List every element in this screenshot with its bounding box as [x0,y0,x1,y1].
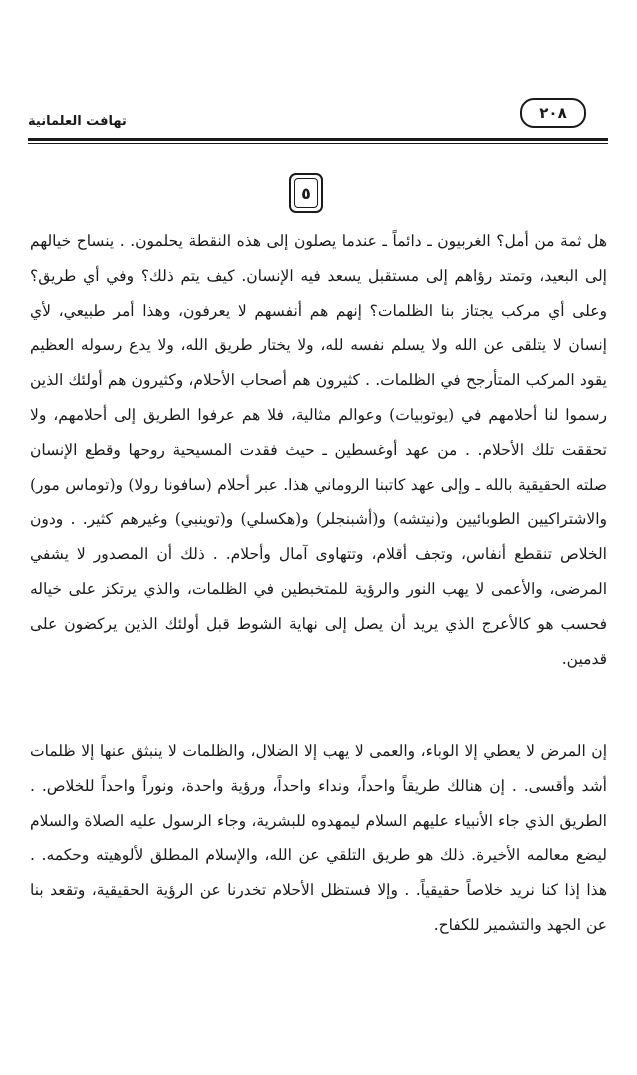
body-paragraph-1: هل ثمة من أمل؟ الغربيون ـ دائماً ـ عندما يصلون إلى هذه النقطة يحلمون. . ينساح خيالهم إلى البعيد، وتمتد رؤاهم إلى مستقبل يسعد فيه الإنسان. كيف يتم ذلك؟ وفي أي طريق؟ وعلى أي مركب يجتاز بنا الظلمات؟ إنهم هم أنفسهم لا يعرفون، وهذا أمر طبيعي، لأي إنسان لا يتلقى عن الله ولا يسلم نفسه لله، ولا يختار طريق الله، ولا يدع رسوله العظيم يقود المركب المتأرجح في الظلمات. . كثيرون هم أصحاب الأحلام، وكثيرون هم أولئك الذين رسموا لنا أحلامهم في (يوتوبيات) وعوالم مثالية، فلا هم عرفوا الطريق إلى أحلامهم، ولا تحققت تلك الأحلام. . من عهد أوغسطين ـ حيث فقدت المسيحية روحها وقطع الإنسان صلته الحقيقية بالله ـ وإلى عهد كاتبنا الروماني هذا. عبر أحلام (سافونا رولا) و(توماس مور) والاشتراكيين الطوبائيين و(نيتشه) و(أشبنجلر) و(هكسلي) و(توينبي) وغيرهم كثير. . ودون الخلاص تنقطع أنفاس، وتجف أقلام، وتتهاوى آمال وأحلام. . ذلك أن المصدور لا يشفي المرضى، والأعمى لا يهب النور والرؤية للمتخبطين في الظلمات، والذي يرتكز على خياله فحسب هو كالأعرج الذي يريد أن يصل إلى نهاية الشوط قبل أولئك الذين يركضون على قدمين. [30,232,607,668]
running-header-title: تهافت العلمانية [28,114,127,129]
header-rule-thin [28,143,608,144]
page-number: ٢٠٨ [539,104,567,122]
section-number-box [289,173,323,213]
page-header [28,98,608,138]
page-number-badge [520,98,586,128]
body-paragraph-2: إن المرض لا يعطي إلا الوباء، والعمى لا يهب إلا الضلال، والظلمات لا ينبثق عنها إلا ظلمات أشد وأقسى. . إن هنالك طريقاً واحداً، ونداء واحداً، ورؤية واحدة، ونوراً واحداً للخلاص. . الطريق الذي جاء الأنبياء عليهم السلام ليمهدوه للبشرية، وجاء الرسول عليه الصلاة والسلام ليضع معالمه الأخيرة. ذلك هو طريق التلقي عن الله، والإسلام المطلق لألوهيته وحكمه. . هذا إذا كنا نريد خلاصاً حقيقياً. . وإلا فستظل الأحلام تخدرنا عن الرؤية الحقيقية، وتقعد بنا عن الجهد والتشمير للكفاح. [30,742,607,934]
section-number: ٥ [301,183,311,203]
header-rule-thick [28,138,608,141]
